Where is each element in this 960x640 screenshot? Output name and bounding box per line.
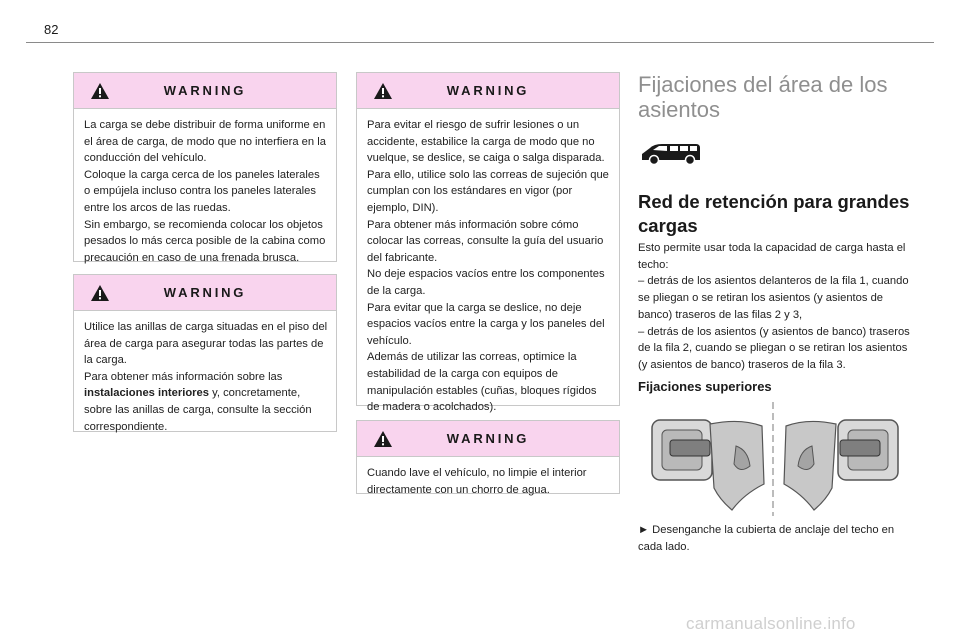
warning-triangle-icon [90,82,110,100]
warning-header [74,275,336,311]
warning-text-part: y, concretamente, sobre las anillas de carga, consulte la sección correspondiente. [84,387,312,433]
subsection-title: Red de retención para grandes cargas [638,191,910,236]
van-icon [640,140,702,166]
warning-title: WARNING [446,431,530,446]
warning-triangle-icon [373,430,393,448]
warning-text: La carga se debe distribuir de forma uniforme en el área de carga, de modo que no interfiera en la conducción del vehículo. Coloque la carga cerca de los paneles laterales o empújela incluso contra los paneles laterales entre los arcos de las ruedas. Sin embargo, se recomienda colocar los objetos pesados lo más cerca posible de la cabina como precaución en caso de una frenada brusca. [84,119,326,264]
warning-title: WARNING [446,83,530,98]
warning-header [357,73,619,109]
upper-anchors-title: Fijaciones superiores [638,379,772,394]
page-number: 82 [44,22,59,37]
warning-title: WARNING [163,83,247,98]
header-rule [26,42,934,43]
warning-text-bold: instalaciones interiores [84,387,209,400]
warning-text: Para evitar el riesgo de sufrir lesiones o un accidente, estabilice la carga de modo que no vuelque, se deslice, se caiga o salga disparada. Para ello, utilice solo las correas de sujeción que cumplan con los estándares en vigor (por ejemplo, DIN). Para obtener más información sobre cómo colocar las correas, consulte la guía del usuario del fabricante. No deje espacios vacíos entre los componentes de la carga. Para evitar que la carga se deslice, no deje espacios vacíos entre la carga y los paneles del vehículo. Además de utilizar las correas, optimice la estabilidad de la carga con equipos de manipulación estables (cuñas, bloques rígidos de madera o acolchados). [367,119,609,414]
warning-box-washing [356,420,620,494]
warning-box-load-distribution [73,72,337,262]
warning-title: WARNING [163,285,247,300]
warning-text [74,311,336,442]
instruction-step: ► Desenganche la cubierta de anclaje del techo en cada lado. [638,524,895,553]
roof-anchor-illustration [640,400,910,518]
section-title: Fijaciones del área de los asientos [638,72,888,122]
warning-triangle-icon [373,82,393,100]
warning-header [357,421,619,457]
watermark: carmanualsonline.info [686,614,856,633]
warning-header [74,73,336,109]
warning-triangle-icon [90,284,110,302]
warning-box-load-straps [356,72,620,414]
intro-text: Esto permite usar toda la capacidad de carga hasta el techo: – detrás de los asientos delanteros de la fila 1, cuando se pliegan o se retiran los asientos (y asientos de banco) traseros de las filas 2 y 3, – detrás de los asientos (y asientos de banco) traseros de la fila 2, cuando se pliegan o se retiran los asientos (y asientos de banco) traseros de la fila 3. [638,242,910,371]
warning-box-load-rings [73,274,337,432]
warning-text-part: Utilice las anillas de carga situadas en el piso del área de carga para asegurar todas las partes de la carga. Para obtener más información sobre las [84,321,328,383]
warning-text: Cuando lave el vehículo, no limpie el interior directamente con un chorro de agua. [367,467,587,496]
